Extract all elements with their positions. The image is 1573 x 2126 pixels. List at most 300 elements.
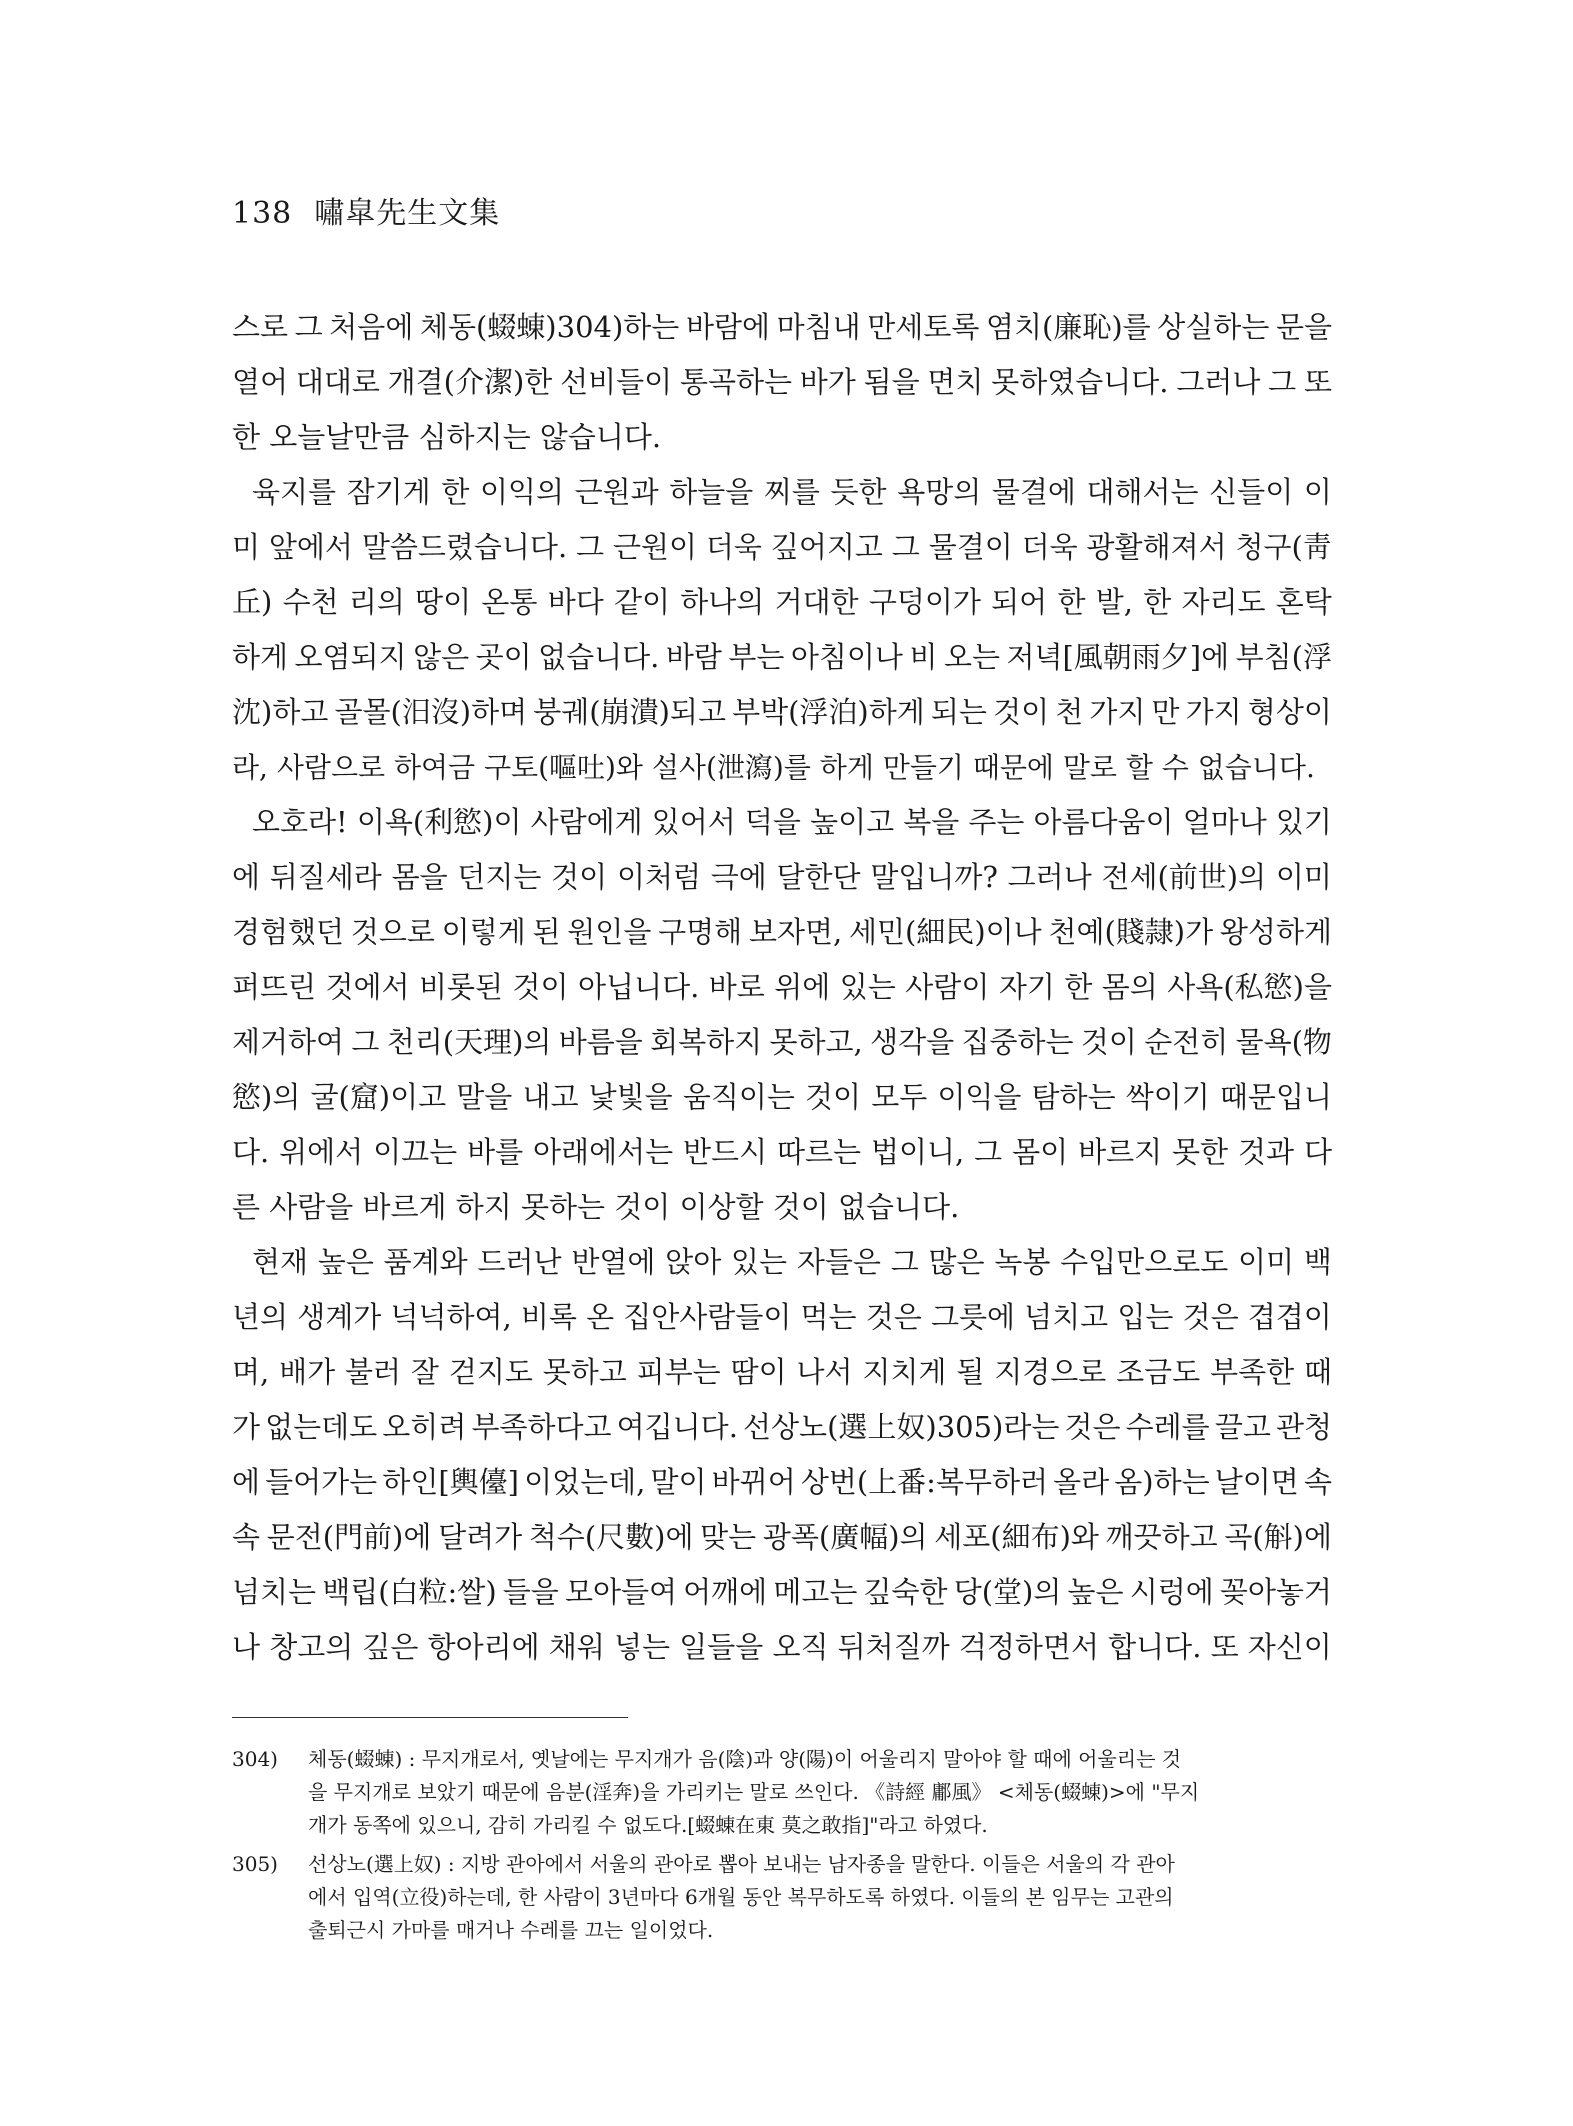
body-word: 붕궤(崩潰)되고 — [533, 695, 726, 729]
body-word: 땀이 — [730, 1355, 787, 1389]
body-word: 여깁니다. — [616, 1410, 738, 1444]
body-line — [232, 795, 1332, 850]
body-word: 것에서 — [325, 970, 410, 1004]
body-word: 자신이 — [1247, 1630, 1332, 1664]
body-line — [232, 520, 1332, 575]
body-word: 세민(細民)이나 — [849, 915, 1042, 949]
body-word: 위에 — [774, 970, 831, 1004]
body-word: 청구(靑 — [1235, 530, 1332, 564]
body-word: 반열에 — [571, 1245, 656, 1279]
body-line — [232, 410, 1332, 465]
body-word: 바람에 — [685, 310, 770, 344]
body-word: 가지 — [1185, 695, 1242, 729]
page-number: 138 — [232, 196, 293, 231]
body-word: 있는 — [731, 1245, 788, 1279]
body-word: 움직이는 — [682, 1080, 795, 1114]
body-word: 바다 — [547, 585, 604, 619]
body-word: 잠기게 — [346, 475, 431, 509]
body-word: 깊숙한 — [863, 1575, 948, 1609]
body-word: 달려가 — [438, 1520, 523, 1554]
body-word: 내고 — [522, 1080, 579, 1114]
body-line — [232, 850, 1332, 905]
body-word: 걱정하면서 — [958, 1630, 1099, 1664]
body-line — [232, 630, 1332, 685]
body-word: 문전(門前)에 — [266, 1520, 432, 1554]
body-word: 백 — [1303, 1245, 1332, 1279]
body-word: 옴)하는 — [1114, 1465, 1210, 1499]
body-word: 속 — [1303, 1465, 1332, 1499]
body-line — [232, 1455, 1332, 1510]
body-word: 순전히 — [1144, 1025, 1229, 1059]
body-word: 더욱 — [705, 530, 762, 564]
running-head — [232, 188, 500, 232]
body-word: 몸이 — [1012, 1135, 1069, 1169]
body-word: 사람에게 — [530, 805, 643, 839]
body-word: 이었는데, — [524, 1465, 646, 1499]
body-word: 높은 — [1067, 1575, 1124, 1609]
body-word: 광폭(廣幅)의 — [762, 1520, 928, 1554]
footnote-text: 에서 입역(立役)하는데, 한 사람이 3년마다 6개월 동안 복무하도록 하였다. 이들의 본 임무는 고관의 — [308, 1885, 1174, 1909]
body-word: 찌를 — [763, 475, 820, 509]
body-word: 대해서는 — [1086, 475, 1199, 509]
body-word: 채워 — [548, 1630, 605, 1664]
body-word: 못하고, — [769, 1025, 863, 1059]
body-word: 넣는 — [614, 1630, 671, 1664]
body-word: 않은 — [413, 640, 470, 674]
body-word: 말씀드렸습니다. — [361, 530, 568, 564]
body-word: 오직 — [772, 1630, 829, 1664]
body-word: 거대한 — [774, 585, 859, 619]
body-word: 깨끗하고 — [1105, 1520, 1218, 1554]
body-word: 리의 — [348, 585, 405, 619]
body-word: 그릇에 — [930, 1300, 1015, 1334]
body-word: 오염되지 — [294, 640, 407, 674]
body-word: 물결에 — [991, 475, 1076, 509]
body-word: 말이 — [650, 1465, 707, 1499]
body-word: 가지 — [1089, 695, 1146, 729]
body-word: 沈)하고 — [232, 695, 329, 729]
body-word: 회복하지 — [650, 1025, 763, 1059]
body-word: 곳이 — [475, 640, 532, 674]
body-word: 제거하여 — [232, 1025, 345, 1059]
body-word: 깊은 — [362, 1630, 419, 1664]
body-word: 생계가 — [297, 1300, 382, 1334]
body-word: 그러나 — [1176, 365, 1261, 399]
body-word: 한 — [1143, 585, 1172, 619]
body-word: 구명해 — [658, 915, 743, 949]
body-word: 당(堂)의 — [953, 1575, 1062, 1609]
body-word: 주는 — [968, 805, 1025, 839]
body-word: 열어 — [232, 365, 289, 399]
body-word: 피부는 — [636, 1355, 721, 1389]
body-word: 비록 — [520, 1300, 577, 1334]
body-word: 만 — [1151, 695, 1180, 729]
footnote-text: 을 무지개로 보았기 때문에 음분(淫奔)을 가리키는 말로 쓰인다. 《詩經 鄘風》 <체동(蝃蝀)>에 "무지 — [308, 1780, 1200, 1804]
footnote-line — [232, 1809, 1332, 1842]
body-word: 사욕(私慾)을 — [1167, 970, 1332, 1004]
body-word: 그 — [576, 530, 605, 564]
body-word: 나서 — [796, 1355, 853, 1389]
body-word: 육지를 — [252, 475, 337, 509]
footnote-divider — [232, 1717, 628, 1718]
body-word: 끌고 — [1214, 1410, 1271, 1444]
body-word: 전세(前世)의 — [1101, 860, 1267, 894]
body-word: 위에서 — [279, 1135, 364, 1169]
body-word: 바가 — [799, 365, 856, 399]
body-word: 시렁에 — [1129, 1575, 1214, 1609]
body-word: 뒤질세라 — [269, 860, 382, 894]
body-line — [232, 1290, 1332, 1345]
body-word: 속 — [232, 1520, 261, 1554]
body-line — [232, 905, 1332, 960]
body-word: 구덩이가 — [868, 585, 981, 619]
footnote-text: 체동(蝃蝀) : 무지개로서, 옛날에는 무지개가 음(陰)과 양(陽)이 어울리지 말아야 할 때에 어울리는 것 — [308, 1747, 1182, 1771]
body-word: 백립(白粒:쌀) — [322, 1575, 497, 1609]
body-word: 것이 — [551, 860, 608, 894]
body-word: 문을 — [1275, 310, 1332, 344]
body-word: 것이 — [1080, 1025, 1137, 1059]
body-word: 이 — [1303, 475, 1332, 509]
body-word: 뒤처질까 — [837, 1630, 950, 1664]
body-word: 수천 — [282, 585, 339, 619]
body-word: 얼마나 — [1182, 805, 1267, 839]
body-word: 된 — [532, 915, 561, 949]
body-word: 그 — [351, 1025, 380, 1059]
body-word: 바로 — [708, 970, 765, 1004]
body-word: 높이고 — [810, 805, 895, 839]
body-word: 있어서 — [651, 805, 736, 839]
body-word: 던지는 — [457, 860, 542, 894]
body-word: 원인을 — [567, 915, 652, 949]
body-word: 마침내 — [776, 310, 861, 344]
book-title: 嘯皐先生文集 — [314, 196, 501, 231]
body-word: 하게 — [232, 640, 289, 674]
body-line — [232, 1400, 1332, 1455]
body-word: 낯빛을 — [588, 1080, 673, 1114]
body-word: 없습니다. — [538, 640, 660, 674]
body-word: 집안사람들이 — [623, 1300, 792, 1334]
body-line — [232, 960, 1332, 1015]
body-line — [232, 1235, 1332, 1290]
footnote-line — [232, 1881, 1332, 1914]
body-word: 자기 — [998, 970, 1055, 1004]
body-line — [232, 740, 1332, 795]
body-word: 근원이 — [612, 530, 698, 564]
body-word: 개결(介潔)한 — [387, 365, 553, 399]
body-word: 나 — [232, 1630, 261, 1664]
body-word: 더욱 — [1021, 530, 1078, 564]
body-line — [232, 355, 1332, 410]
body-word: 그 — [294, 310, 323, 344]
body-word: 한 — [1064, 970, 1093, 1004]
body-word: 하나의 — [680, 585, 765, 619]
body-word: 골몰(汨沒)하며 — [334, 695, 528, 729]
body-word: 하인[輿儓] — [382, 1465, 519, 1499]
body-word: 것과 — [1237, 1135, 1295, 1169]
body-word: 맞는 — [700, 1520, 757, 1554]
body-word: 발, — [1095, 585, 1133, 619]
body-word: 품계와 — [383, 1245, 468, 1279]
body-word: 될 — [956, 1355, 985, 1389]
body-line — [232, 575, 1332, 630]
body-word: 신들이 — [1209, 475, 1294, 509]
body-word: 불러 — [345, 1355, 402, 1389]
body-word: 같이 — [613, 585, 671, 619]
body-word: 또 — [1303, 365, 1332, 399]
body-word: 말을 — [456, 1080, 513, 1114]
body-word: 면치 — [927, 365, 984, 399]
body-word: 통곡하는 — [679, 365, 792, 399]
body-word: 일들을 — [679, 1630, 764, 1664]
body-word: 메고는 — [773, 1575, 858, 1609]
body-word: 잘 — [410, 1355, 439, 1389]
body-word: 이렇게 — [441, 915, 526, 949]
body-line — [232, 1015, 1332, 1070]
body-word: 녹봉 — [994, 1245, 1051, 1279]
footnote-line — [232, 1776, 1332, 1809]
body-word: 때문입니 — [1219, 1080, 1332, 1114]
body-word: 온 — [586, 1300, 615, 1334]
body-word: 곡(斛)에 — [1224, 1520, 1332, 1554]
body-word: 부박(浮泊)하게 — [732, 695, 925, 729]
body-word: 근원과 — [574, 475, 659, 509]
body-word: 배가 — [279, 1355, 336, 1389]
body-word: 세포(細布)와 — [934, 1520, 1099, 1554]
body-word: 됨을 — [863, 365, 920, 399]
body-word: 그 — [1268, 365, 1297, 399]
footnote — [232, 1848, 1332, 1947]
body-word: 형상이 — [1247, 695, 1332, 729]
body-word: 입는 — [1117, 1300, 1174, 1334]
body-word: 이익의 — [479, 475, 564, 509]
body-word: 한 — [441, 475, 470, 509]
body-word: 싹이기 — [1125, 1080, 1210, 1114]
body-word: 깊어지고 — [770, 530, 883, 564]
body-word: 덕을 — [744, 805, 801, 839]
body-word: 물결이 — [928, 530, 1013, 564]
body-word: 慾)의 — [232, 1080, 301, 1114]
body-word: 되는 — [930, 695, 987, 729]
body-word: 저녁[風朝雨夕]에 — [1006, 640, 1230, 674]
body-word: 집중하는 — [961, 1025, 1074, 1059]
body-word: 현재 — [252, 1245, 309, 1279]
body-word: 하늘을 — [669, 475, 754, 509]
body-word: 척수(尺數)에 — [528, 1520, 694, 1554]
body-word: 높은 — [317, 1245, 374, 1279]
body-word: 광활해져서 — [1086, 530, 1227, 564]
body-word: 자들은 — [796, 1245, 881, 1279]
body-word: 비 — [909, 640, 938, 674]
body-word: 넘치고 — [1024, 1300, 1109, 1334]
body-word: 이미 — [1238, 1245, 1295, 1279]
body-word: 대대로 — [295, 365, 380, 399]
body-word: 못하고 — [542, 1355, 627, 1389]
body-word: 넉넉하여, — [390, 1300, 512, 1334]
body-word: 어깨에 — [683, 1575, 768, 1609]
body-line-text: 른 사람을 바르게 하지 못하는 것이 이상할 것이 없습니다. — [232, 1190, 960, 1224]
body-word: 이처럼 — [616, 860, 701, 894]
body-word: 몸의 — [1101, 970, 1158, 1004]
body-text — [232, 300, 1332, 1675]
body-word: 그러나 — [1007, 860, 1092, 894]
footnote-text: 출퇴근시 가마를 매거나 수레를 끄는 일이었다. — [308, 1918, 714, 1942]
body-word: 때 — [1303, 1355, 1332, 1389]
body-line — [232, 1070, 1332, 1125]
body-word: 것이 — [805, 1080, 862, 1114]
body-word: 반드시 — [683, 1135, 768, 1169]
body-word: 상실하는 — [1157, 310, 1270, 344]
body-word: 복을 — [903, 805, 960, 839]
body-word: 못한 — [1172, 1135, 1229, 1169]
body-word: 아래에서는 — [533, 1135, 674, 1169]
body-word: 바를 — [467, 1135, 524, 1169]
body-word: 그 — [974, 1135, 1003, 1169]
body-word: 그 — [890, 1245, 919, 1279]
body-word: 보자면, — [748, 915, 843, 949]
body-word: 천리(天理)의 — [386, 1025, 552, 1059]
body-word: 올라 — [1053, 1465, 1110, 1499]
body-word: 바뀌어 — [711, 1465, 796, 1499]
body-word: 많은 — [928, 1245, 985, 1279]
body-word: 부족한 — [1210, 1355, 1295, 1389]
body-word: 것은 — [1064, 1410, 1121, 1444]
body-word: 스로 — [232, 310, 289, 344]
body-word: 다 — [1303, 1135, 1332, 1169]
footnote-text: 선상노(選上奴) : 지방 관아에서 서울의 관아로 뽑아 보내는 남자종을 말한다. 이들은 서울의 각 관아 — [308, 1852, 1175, 1876]
body-word: 조금도 — [1116, 1355, 1201, 1389]
body-word: 탐하는 — [1031, 1080, 1116, 1114]
body-word: 굴(窟)이고 — [310, 1080, 447, 1114]
body-word: 것으로 — [350, 915, 435, 949]
body-line — [232, 1345, 1332, 1400]
body-word: 들을 — [502, 1575, 559, 1609]
body-line-text: 한 오늘날만큼 심하지는 않습니다. — [232, 420, 662, 454]
body-word: 걷지도 — [448, 1355, 533, 1389]
body-word: 혼탁 — [1275, 585, 1332, 619]
body-word: 넘치는 — [232, 1575, 317, 1609]
body-word: 있는 — [839, 970, 896, 1004]
body-word: 법이니, — [870, 1135, 965, 1169]
body-word: 수입만으로도 — [1060, 1245, 1229, 1279]
body-word: 창고의 — [269, 1630, 354, 1664]
body-word: 지치게 — [862, 1355, 947, 1389]
body-line — [232, 1510, 1332, 1565]
body-word: 드러난 — [477, 1245, 562, 1279]
body-word: 되어 — [991, 585, 1048, 619]
body-line — [232, 300, 1332, 355]
body-word: 이익을 — [937, 1080, 1022, 1114]
body-word: 말입니까? — [870, 860, 998, 894]
body-word: 것이 — [512, 970, 569, 1004]
body-word: 미 — [232, 530, 261, 564]
body-word: 부족하다고 — [471, 1410, 612, 1444]
body-word: 바르지 — [1078, 1135, 1163, 1169]
body-word: 이끄는 — [373, 1135, 458, 1169]
body-word: 앉아 — [665, 1245, 722, 1279]
body-line — [232, 1620, 1332, 1675]
footnote-number: 304) — [232, 1747, 278, 1771]
body-word: 오호라! — [252, 805, 348, 839]
body-word: 사람이 — [905, 970, 990, 1004]
body-word: 듯한 — [830, 475, 887, 509]
footnote-text: 개가 동쪽에 있으니, 감히 가리킬 수 없도다.[蝃蝀在東 莫之敢指]"라고 하였다. — [308, 1813, 988, 1837]
body-word: 먹는 — [800, 1300, 857, 1334]
body-word: 비롯된 — [419, 970, 504, 1004]
body-word: 아름다움이 — [1033, 805, 1174, 839]
body-word: 염치(廉恥)를 — [985, 310, 1151, 344]
body-word: 부침(浮 — [1235, 640, 1332, 674]
body-word: 상번(上番:복무하러 — [800, 1465, 1049, 1499]
body-word: 것이 — [993, 695, 1050, 729]
body-word: 경험했던 — [232, 915, 345, 949]
body-word: 년의 — [232, 1300, 289, 1334]
body-word: 선비들이 — [560, 365, 673, 399]
body-line-text: 라, 사람으로 하여금 구토(嘔吐)와 설사(泄瀉)를 하게 만들기 때문에 말로 할 수 없습니다. — [232, 751, 1315, 784]
body-word: 체동(蝃蝀)304)하는 — [419, 310, 680, 344]
body-word: 따르는 — [777, 1135, 862, 1169]
body-word: 못하였습니다. — [991, 365, 1169, 399]
body-word: 관청 — [1275, 1410, 1332, 1444]
footnote — [232, 1743, 1332, 1842]
body-word: 꽂아놓거 — [1219, 1575, 1332, 1609]
body-word: 만세토록 — [867, 310, 980, 344]
body-line — [232, 465, 1332, 520]
body-word: 항아리에 — [427, 1630, 540, 1664]
body-word: 합니다. — [1108, 1630, 1202, 1664]
footnote-line — [232, 1743, 1332, 1776]
body-line — [232, 1125, 1332, 1180]
body-word: 처음에 — [329, 310, 414, 344]
body-word: 바람 — [665, 640, 722, 674]
footnote-number: 305) — [232, 1852, 278, 1876]
body-word: 아침이나 — [790, 640, 903, 674]
body-word: 천예(賤隷)가 — [1048, 915, 1214, 949]
body-word: 지경으로 — [994, 1355, 1107, 1389]
body-word: 며, — [232, 1355, 270, 1389]
body-word: 자리도 — [1181, 585, 1266, 619]
body-word: 가 — [232, 1410, 261, 1444]
body-word: 수레를 — [1125, 1410, 1210, 1444]
body-word: 오는 — [943, 640, 1000, 674]
body-word: 들어가는 — [265, 1465, 378, 1499]
body-word: 날이면 — [1214, 1465, 1299, 1499]
body-word: 극에 — [710, 860, 767, 894]
body-word: 다. — [232, 1135, 270, 1169]
body-word: 천 — [1055, 695, 1084, 729]
body-word: 모두 — [871, 1080, 928, 1114]
body-word: 이미 — [1275, 860, 1332, 894]
body-word: 아닙니다. — [578, 970, 700, 1004]
body-word: 에 — [232, 860, 261, 894]
body-word: 한 — [1057, 585, 1086, 619]
body-word: 온통 — [481, 585, 538, 619]
body-line — [232, 685, 1332, 740]
body-line — [232, 1180, 1332, 1235]
body-word: 달한단 — [776, 860, 861, 894]
body-word: 없는데도 — [265, 1410, 378, 1444]
body-word: 겹겹이 — [1247, 1300, 1332, 1334]
body-word: 생각을 — [870, 1025, 955, 1059]
body-word: 선상노(選上奴)305)라는 — [743, 1410, 1060, 1444]
body-word: 그 — [891, 530, 920, 564]
body-word: 앞에서 — [268, 530, 353, 564]
footnotes — [232, 1743, 1332, 1953]
footnote-line — [232, 1914, 1332, 1947]
body-word: 있기 — [1275, 805, 1332, 839]
body-word: 것은 — [1182, 1300, 1239, 1334]
body-word: 이욕(利慾)이 — [356, 805, 522, 839]
body-word: 바름을 — [558, 1025, 643, 1059]
